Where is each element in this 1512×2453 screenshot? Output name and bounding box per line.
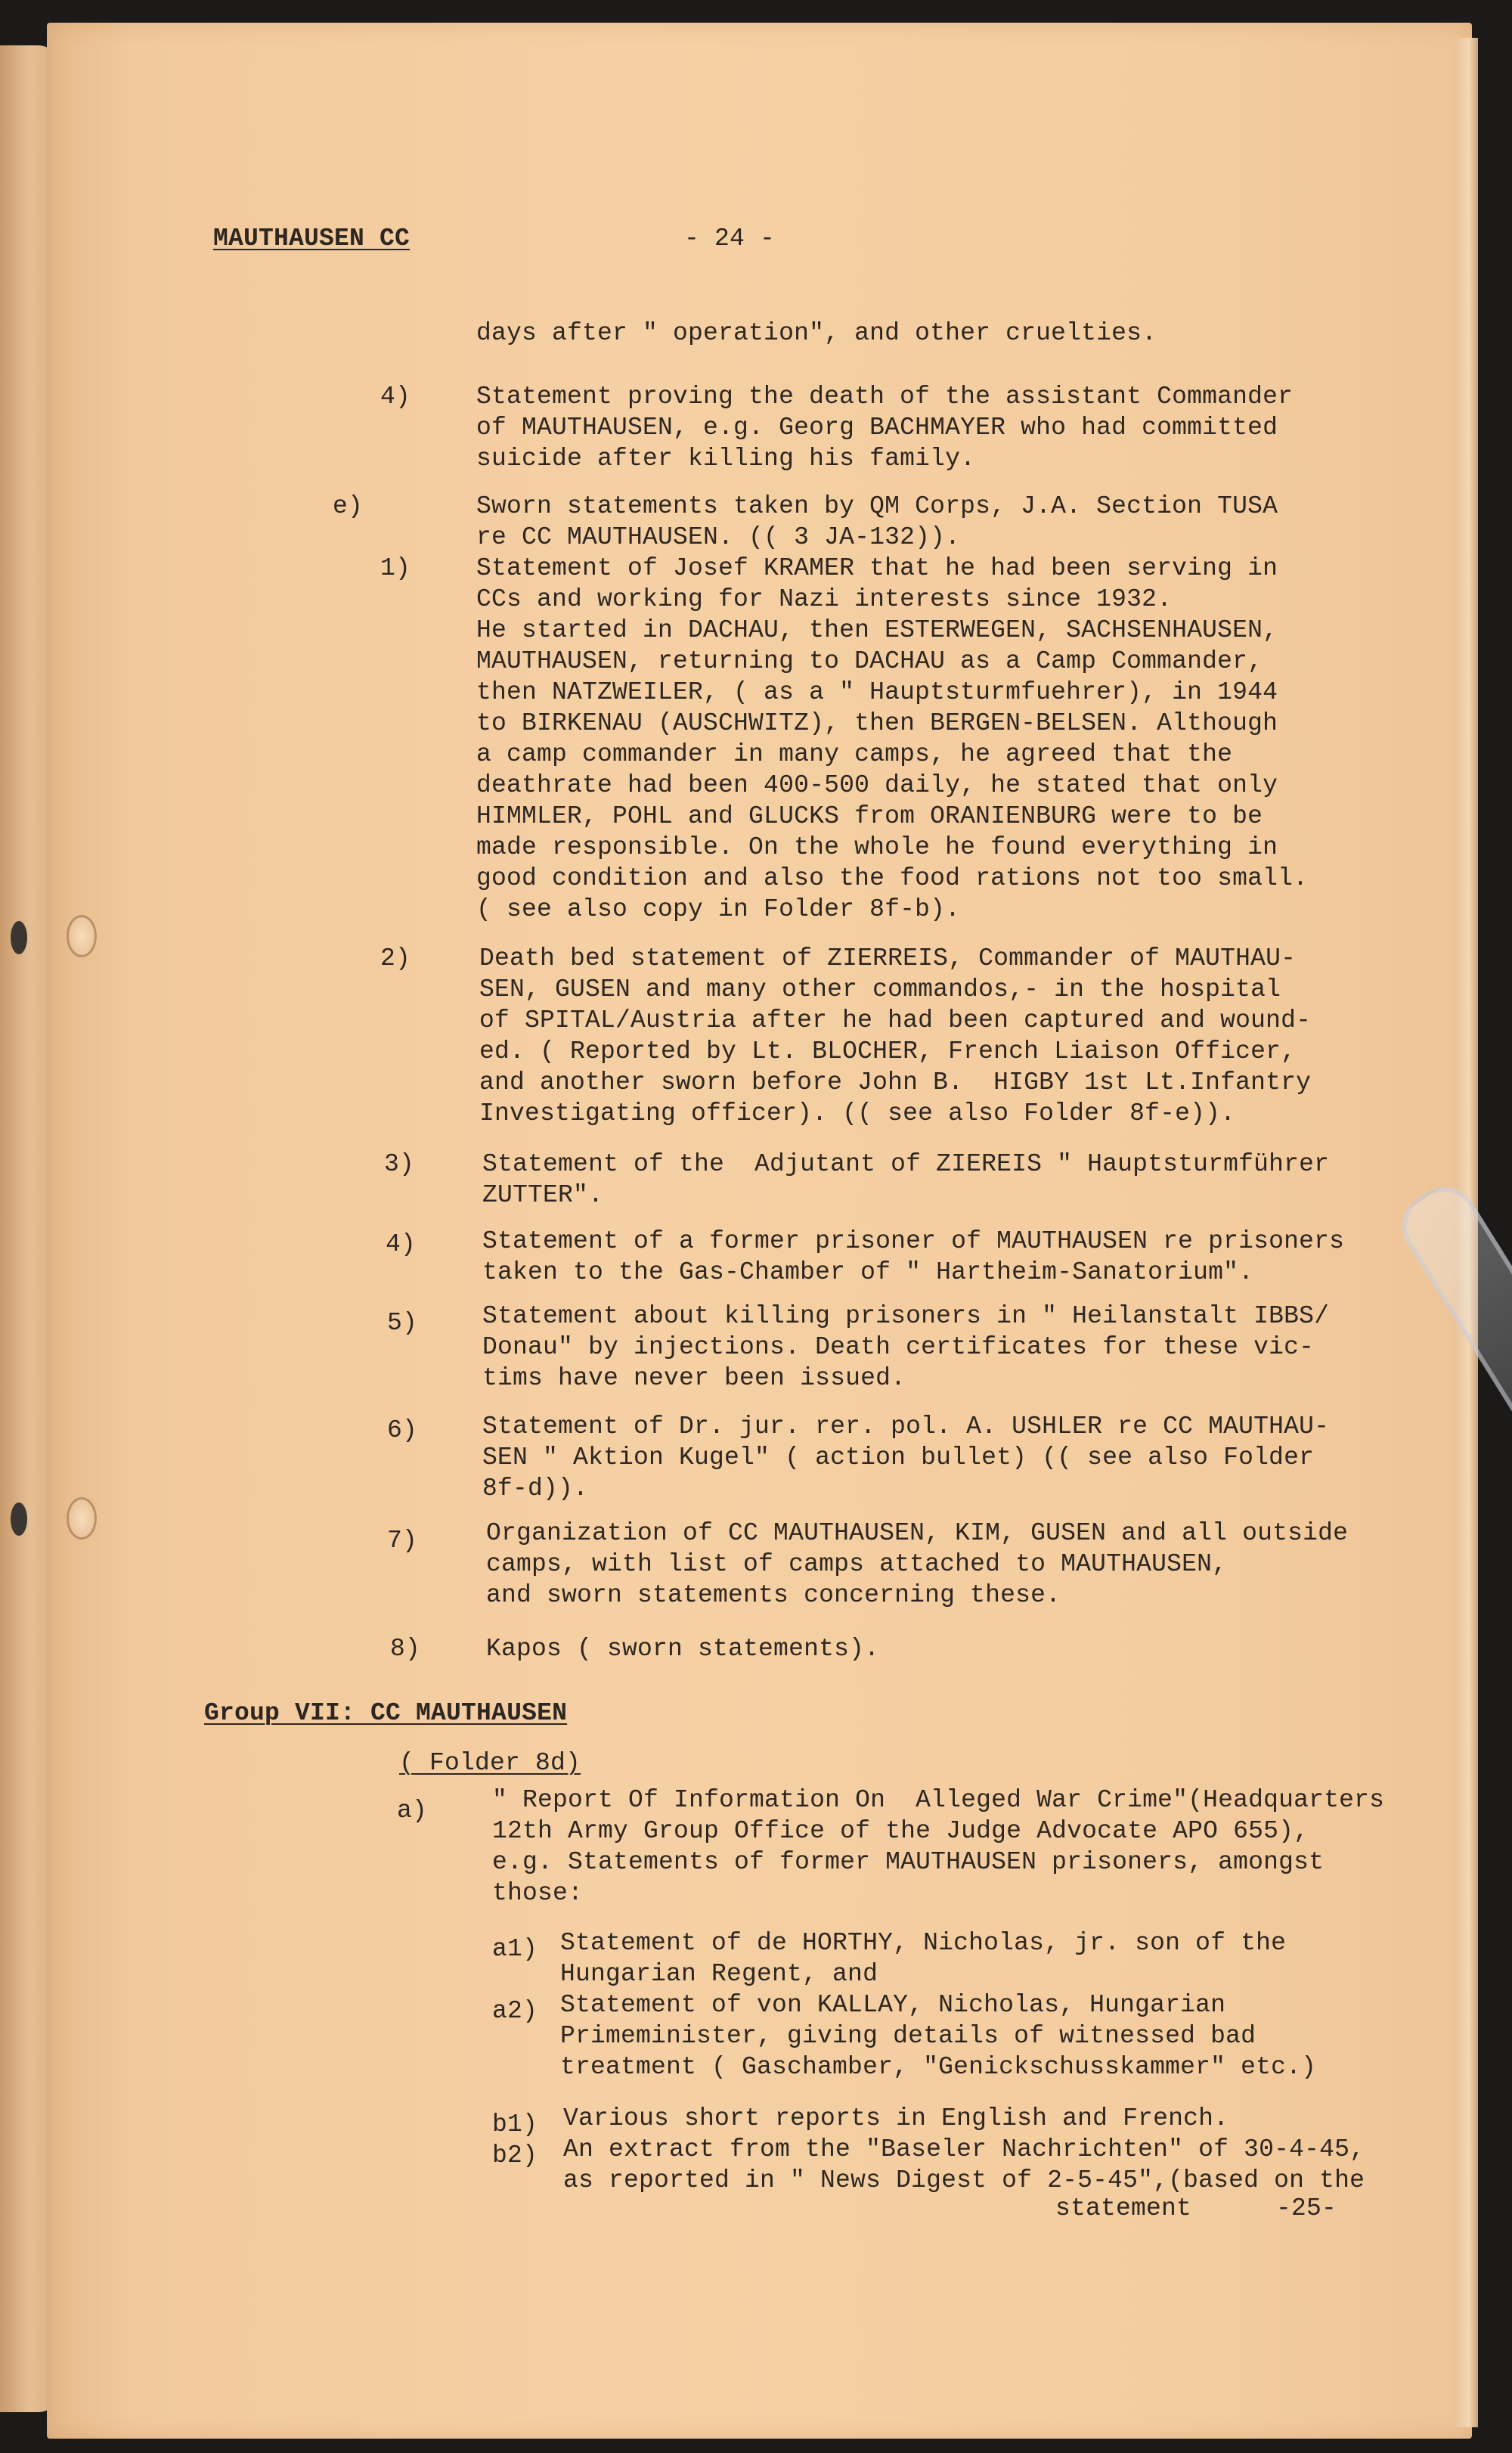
text-line: He started in DACHAU, then ESTERWEGEN, SACHSENHAUSEN,: [476, 616, 1278, 644]
text-line: and sworn statements concerning these.: [486, 1581, 1061, 1609]
item-number: 7): [387, 1527, 418, 1555]
item-number: 4): [380, 383, 411, 411]
text-line: to BIRKENAU (AUSCHWITZ), then BERGEN-BELSEN. Although: [476, 709, 1278, 737]
text-line: those:: [492, 1879, 584, 1907]
text-line: Donau" by injections. Death certificates for these vic-: [482, 1333, 1315, 1361]
text-line: a camp commander in many camps, he agreed that the: [476, 740, 1233, 768]
text-line: as reported in " News Digest of 2-5-45",(based on the: [563, 2166, 1365, 2194]
item-number: 8): [390, 1635, 421, 1663]
text-line: 12th Army Group Office of the Judge Advocate APO 655),: [492, 1817, 1309, 1845]
binder-hole-left-top: [11, 921, 27, 954]
text-line: ( see also copy in Folder 8f-b).: [476, 895, 961, 923]
text-line: treatment ( Gaschamber, "Genickschusskammer" etc.): [560, 2053, 1317, 2081]
header-title: MAUTHAUSEN CC: [213, 225, 411, 253]
text-line: Death bed statement of ZIERREIS, Commander of MAUTHAU-: [479, 944, 1297, 972]
sub-item-number: b1): [492, 2110, 538, 2138]
text-line: SEN " Aktion Kugel" ( action bullet) (( see also Folder: [482, 1444, 1315, 1471]
text-line: Investigating officer). (( see also Folder 8f-e)).: [479, 1099, 1236, 1127]
sub-item-number: a1): [492, 1935, 538, 1963]
text-line: deathrate had been 400-500 daily, he stated that only: [476, 771, 1278, 799]
next-page-marker: -25-: [1276, 2194, 1337, 2222]
binder-hole-top: [67, 915, 97, 957]
item-number: 5): [387, 1309, 418, 1337]
item-number: 4): [386, 1230, 417, 1258]
binder-hole-left-bottom: [11, 1503, 27, 1536]
text-line: Statement of Josef KRAMER that he had been serving in: [476, 554, 1278, 582]
text-line: An extract from the "Baseler Nachrichten" of 30-4-45,: [563, 2135, 1365, 2163]
text-line: Various short reports in English and French.: [563, 2104, 1229, 2132]
text-line: good condition and also the food rations not too small.: [476, 864, 1309, 892]
text-line: " Report Of Information On Alleged War Crime"(Headquarters: [492, 1786, 1385, 1814]
text-line: and another sworn before John B. HIGBY 1st Lt.Infantry: [479, 1068, 1312, 1096]
text-line: Statement of de HORTHY, Nicholas, jr. son of the: [560, 1929, 1287, 1957]
folder-reference: ( Folder 8d): [399, 1749, 581, 1777]
text-line: suicide after killing his family.: [476, 445, 976, 473]
text-line: tims have never been issued.: [482, 1364, 906, 1392]
text-line: Statement about killing prisoners in " Heilanstalt IBBS/: [482, 1302, 1330, 1330]
item-number: 6): [387, 1416, 418, 1444]
text-line: statement: [1055, 2194, 1192, 2222]
text-line: Statement of a former prisoner of MAUTHAUSEN re prisoners: [482, 1227, 1345, 1255]
text-line: ed. ( Reported by Lt. BLOCHER, French Liaison Officer,: [479, 1037, 1297, 1065]
text-line: made responsible. On the whole he found everything in: [476, 833, 1278, 861]
item-number: a): [397, 1797, 428, 1825]
text-line: MAUTHAUSEN, returning to DACHAU as a Camp Commander,: [476, 647, 1263, 675]
text-line: camps, with list of camps attached to MAUTHAUSEN,: [486, 1550, 1228, 1578]
item-number: 2): [380, 944, 411, 972]
binder-hole-bottom: [67, 1497, 97, 1540]
text-line: ZUTTER".: [482, 1181, 604, 1209]
group-heading: Group VII: CC MAUTHAUSEN: [204, 1699, 568, 1727]
text-line: of MAUTHAUSEN, e.g. Georg BACHMAYER who had committed: [476, 414, 1278, 442]
text-line: re CC MAUTHAUSEN. (( 3 JA-132)).: [476, 523, 961, 551]
text-line: 8f-d)).: [482, 1475, 589, 1503]
text-line: Statement of Dr. jur. rer. pol. A. USHLER re CC MAUTHAU-: [482, 1413, 1330, 1440]
sub-item-number: a2): [492, 1997, 538, 2025]
text-line: CCs and working for Nazi interests since 1932.: [476, 585, 1173, 613]
item-number: 3): [384, 1150, 415, 1178]
text-line: Organization of CC MAUTHAUSEN, KIM, GUSEN and all outside: [486, 1519, 1349, 1547]
text-line: taken to the Gas-Chamber of " Hartheim-Sanatorium".: [482, 1258, 1254, 1286]
sub-item-number: b2): [492, 2141, 538, 2169]
text-line: then NATZWEILER, ( as a " Hauptsturmfuehrer), in 1944: [476, 678, 1278, 706]
text-line: Sworn statements taken by QM Corps, J.A. Section TUSA: [476, 492, 1278, 520]
page-number: - 24 -: [684, 225, 776, 253]
text-line: Primeminister, giving details of witnessed bad: [560, 2022, 1256, 2050]
text-line: e.g. Statements of former MAUTHAUSEN prisoners, amongst: [492, 1848, 1325, 1876]
text-line: Kapos ( sworn statements).: [486, 1635, 880, 1663]
text-line: Statement of the Adjutant of ZIEREIS " Hauptsturmführer: [482, 1150, 1330, 1178]
item-number: e): [333, 492, 364, 520]
text-line: of SPITAL/Austria after he had been captured and wound-: [479, 1006, 1312, 1034]
item-number: 1): [380, 554, 411, 582]
text-line: Hungarian Regent, and: [560, 1960, 878, 1988]
text-line: HIMMLER, POHL and GLUCKS from ORANIENBURG were to be: [476, 802, 1263, 830]
text-line: days after " operation", and other cruelties.: [476, 319, 1157, 347]
text-line: Statement of von KALLAY, Nicholas, Hungarian: [560, 1991, 1226, 2019]
text-line: Statement proving the death of the assistant Commander: [476, 383, 1294, 411]
text-line: SEN, GUSEN and many other commandos,- in the hospital: [479, 975, 1281, 1003]
